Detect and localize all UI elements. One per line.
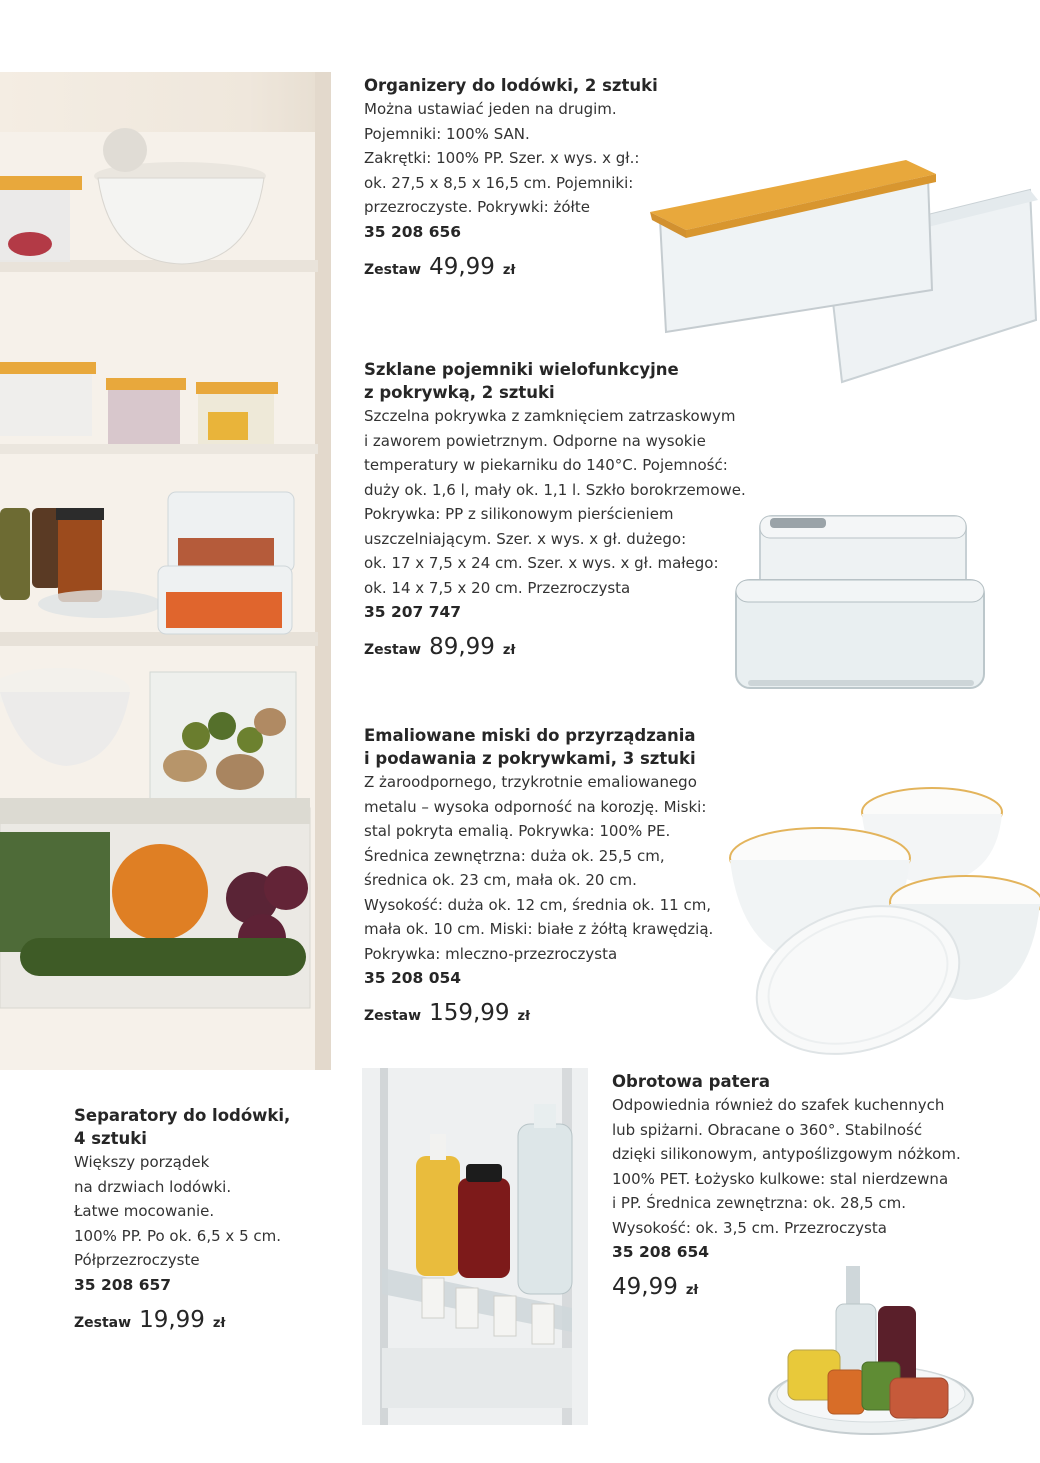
product-title-line: 4 sztuki bbox=[74, 1129, 147, 1148]
product-title-line: z pokrywką, 2 sztuki bbox=[364, 383, 555, 402]
description-line: ok. 14 x 7,5 x 20 cm. Przezroczysta bbox=[364, 578, 631, 597]
product-description bbox=[74, 1150, 354, 1273]
product-title bbox=[364, 74, 714, 97]
product-title bbox=[364, 724, 764, 770]
description-line: przezroczyste. Pokrywki: żółte bbox=[364, 198, 590, 216]
price-label: Zestaw bbox=[74, 1314, 132, 1331]
price-value: 49,99 bbox=[612, 1274, 678, 1300]
product-title bbox=[612, 1070, 1032, 1093]
description-line: duży ok. 1,6 l, mały ok. 1,1 l. Szkło borokrzemowe. bbox=[364, 480, 746, 499]
price-value: 19,99 bbox=[139, 1306, 205, 1333]
description-line: metalu – wysoka odporność na korozję. Miski: bbox=[364, 797, 707, 816]
product-price bbox=[74, 1307, 354, 1333]
product-price bbox=[364, 634, 784, 660]
price-label: Zestaw bbox=[364, 1008, 422, 1024]
product-enamel-bowls bbox=[364, 724, 764, 1026]
price-value: 49,99 bbox=[429, 253, 495, 280]
description-line: Można ustawiać jeden na drugim. bbox=[364, 100, 617, 118]
product-description bbox=[364, 404, 784, 600]
description-line: Z żaroodpornego, trzykrotnie emaliowanego bbox=[364, 773, 697, 791]
description-line: dzięki silikonowym, antypoślizgowym nóżkom. bbox=[612, 1145, 961, 1163]
product-title-line: Organizery do lodówki, 2 sztuki bbox=[364, 76, 658, 95]
description-line: mała ok. 10 cm. Miski: białe z żółtą krawędzią. bbox=[364, 920, 714, 938]
price-currency: zł bbox=[685, 1283, 699, 1298]
price-currency: zł bbox=[517, 1009, 530, 1024]
product-title-line: Szklane pojemniki wielofunkcyjne bbox=[364, 360, 679, 379]
description-line: i zaworem powietrznym. Odporne na wysokie bbox=[364, 431, 706, 450]
product-title-line: Emaliowane miski do przyrządzania bbox=[364, 726, 696, 745]
fridge-door-photo bbox=[362, 1068, 588, 1425]
product-title-line: Separatory do lodówki, bbox=[74, 1106, 291, 1125]
price-value: 89,99 bbox=[429, 634, 495, 660]
organizers-image bbox=[646, 150, 1040, 390]
product-glass-containers bbox=[364, 358, 784, 660]
price-label: Zestaw bbox=[364, 261, 422, 278]
description-line: Pojemniki: 100% SAN. bbox=[364, 124, 530, 143]
description-line: Średnica zewnętrzna: duża ok. 25,5 cm, bbox=[364, 846, 665, 865]
description-line: Półprzezroczyste bbox=[74, 1251, 200, 1269]
product-code: 35 208 656 bbox=[364, 222, 462, 241]
product-code: 35 207 747 bbox=[364, 603, 462, 621]
description-line: na drzwiach lodówki. bbox=[74, 1177, 232, 1196]
product-title bbox=[364, 358, 784, 404]
description-line: ok. 27,5 x 8,5 x 16,5 cm. Pojemniki: bbox=[364, 173, 634, 192]
description-line: Większy porządek bbox=[74, 1153, 210, 1171]
price-label: Zestaw bbox=[364, 642, 422, 658]
description-line: stal pokryta emalią. Pokrywka: 100% PE. bbox=[364, 822, 671, 840]
product-description bbox=[612, 1093, 1032, 1240]
price-value: 159,99 bbox=[429, 1000, 510, 1026]
description-line: temperatury w piekarniku do 140°C. Pojemność: bbox=[364, 456, 728, 474]
product-title-line: Obrotowa patera bbox=[612, 1072, 770, 1091]
price-currency: zł bbox=[502, 262, 516, 278]
description-line: Zakrętki: 100% PP. Szer. x wys. x gł.: bbox=[364, 149, 640, 167]
product-description bbox=[364, 770, 764, 966]
price-currency: zł bbox=[502, 643, 516, 658]
description-line: Pokrywka: mleczno-przezroczysta bbox=[364, 944, 618, 963]
enamel-bowls-image bbox=[728, 784, 1040, 1056]
description-line: Łatwe mocowanie. bbox=[74, 1202, 215, 1220]
fridge-illustration bbox=[0, 72, 331, 1070]
product-title bbox=[74, 1104, 354, 1150]
description-line: 100% PP. Po ok. 6,5 x 5 cm. bbox=[74, 1226, 282, 1245]
product-title-line: i podawania z pokrywkami, 3 sztuki bbox=[364, 749, 696, 768]
product-code: 35 208 654 bbox=[612, 1243, 710, 1261]
description-line: i PP. Średnica zewnętrzna: ok. 28,5 cm. bbox=[612, 1194, 906, 1212]
description-line: Wysokość: ok. 3,5 cm. Przezroczysta bbox=[612, 1218, 887, 1237]
product-code: 35 208 657 bbox=[74, 1275, 172, 1294]
product-code: 35 208 054 bbox=[364, 969, 462, 987]
description-line: 100% PET. Łożysko kulkowe: stal nierdzewna bbox=[612, 1169, 949, 1188]
description-line: lub spiżarni. Obracane o 360°. Stabilność bbox=[612, 1120, 923, 1139]
description-line: Odpowiednia również do szafek kuchennych bbox=[612, 1096, 945, 1114]
product-price bbox=[364, 1000, 764, 1026]
description-line: uszczelniającym. Szer. x wys. x gł. dużego: bbox=[364, 529, 687, 548]
product-fridge-separators bbox=[74, 1104, 354, 1333]
fridge-interior-photo bbox=[0, 72, 331, 1070]
description-line: Szczelna pokrywka z zamknięciem zatrzaskowym bbox=[364, 407, 736, 425]
price-currency: zł bbox=[212, 1315, 226, 1331]
description-line: średnica ok. 23 cm, mała ok. 20 cm. bbox=[364, 871, 637, 889]
description-line: ok. 17 x 7,5 x 24 cm. Szer. x wys. x gł. małego: bbox=[364, 554, 719, 572]
description-line: Wysokość: duża ok. 12 cm, średnia ok. 11 cm, bbox=[364, 895, 712, 914]
description-line: Pokrywka: PP z silikonowym pierścieniem bbox=[364, 505, 674, 523]
lazy-susan-image bbox=[766, 1260, 976, 1440]
glass-containers-image bbox=[730, 508, 990, 698]
